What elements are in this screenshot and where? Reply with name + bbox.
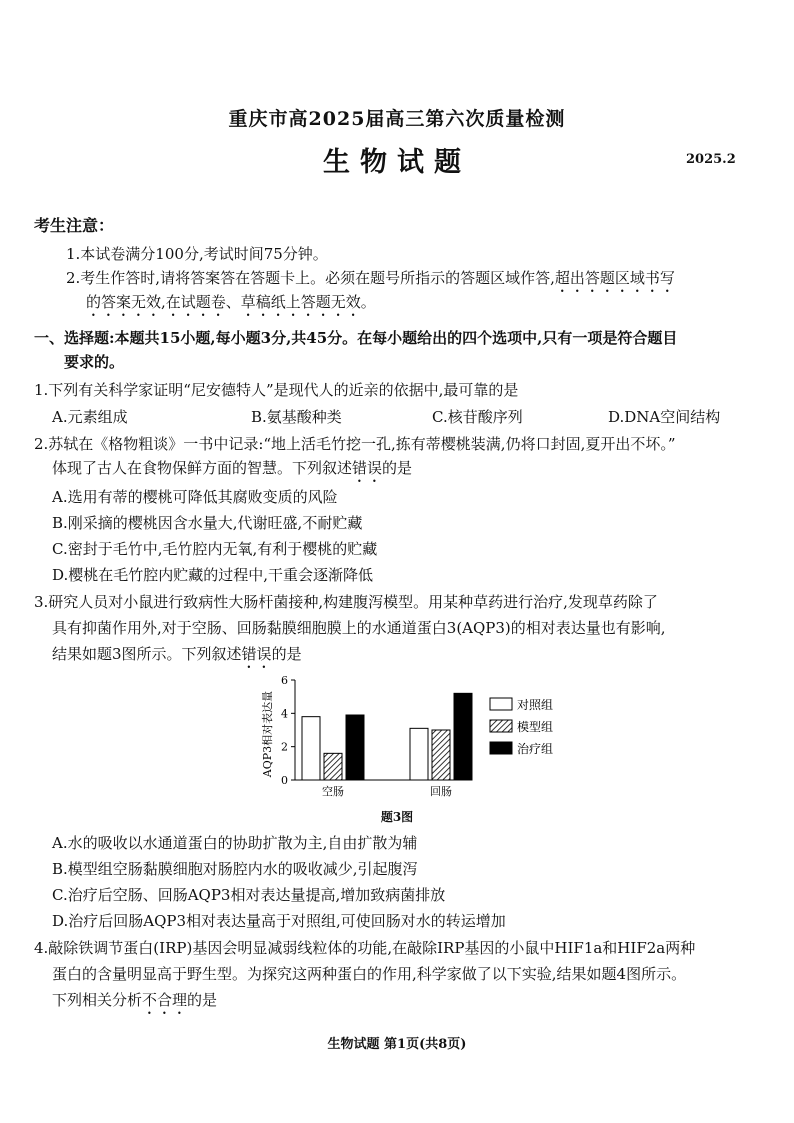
bar-jejunum-hatched — [324, 753, 342, 780]
notice-item-1: 1.本试卷满分100分,考试时间75分钟。 — [66, 245, 328, 263]
legend-swatch-black — [490, 742, 512, 754]
bar-ileum-black — [454, 693, 472, 780]
legend-swatch-white — [490, 698, 512, 710]
q3-option-d: D.治疗后回肠AQP3相对表达量高于对照组,可使回肠对水的转运增加 — [52, 912, 506, 930]
exam-title: 重庆市高2025届高三第六次质量检测 — [228, 108, 566, 130]
q2-option-d: D.樱桃在毛竹腔内贮藏的过程中,干重会逐渐降低 — [52, 566, 374, 584]
legend-label: 模型组 — [517, 720, 554, 734]
notice-item-2-cont — [86, 292, 766, 320]
q3-stem-line2: 具有抑菌作用外,对于空肠、回肠黏膜细胞膜上的水通道蛋白3(AQP3)的相对表达量也有影响, — [52, 619, 666, 637]
legend-swatch-hatched — [490, 720, 512, 732]
chart-ytick-label: 0 — [281, 774, 288, 787]
q3-stem-end: 的是 — [271, 645, 302, 663]
bar-jejunum-white — [302, 717, 320, 780]
notice-item-2-text: 2.考生作答时,请将答案答在答题卡上。必须在题号所指示的答题区域作答, — [66, 269, 555, 287]
q4-stem-line3 — [52, 990, 766, 1018]
section1-heading: 一、选择题:本题共15小题,每小题3分,共45分。在每小题给出的四个选项中,只有一项是符合题目 — [34, 329, 678, 347]
legend-label: 治疗组 — [517, 742, 554, 756]
q3-emphasis: 错误 — [241, 645, 272, 663]
section1-heading-cont: 要求的。 — [64, 353, 125, 371]
q2-stem-line2 — [52, 458, 766, 486]
exam-date: 2025.2 — [686, 152, 736, 167]
q1-option-a: A.元素组成 — [52, 408, 128, 426]
legend-label: 对照组 — [517, 698, 554, 712]
q3-option-a: A.水的吸收以水通道蛋白的协助扩散为主,自由扩散为辅 — [52, 834, 418, 852]
q3-stem-line1: 3.研究人员对小鼠进行致病性大肠杆菌接种,构建腹泻模型。用某种草药进行治疗,发现草药除了 — [34, 593, 658, 611]
notice-heading: 考生注意： — [34, 216, 115, 235]
q1-option-d: D.DNA空间结构 — [608, 408, 721, 426]
q3-figure-caption: 题3图 — [380, 810, 414, 824]
chart-ylabel: AQP3相对表达量 — [261, 690, 274, 778]
chart-xtick-label: 回肠 — [430, 785, 452, 798]
q2-emphasis: 错误 — [352, 459, 383, 477]
q3-option-c: C.治疗后空肠、回肠AQP3相对表达量提高,增加致病菌排放 — [52, 886, 446, 904]
q3-chart-svg — [258, 670, 578, 805]
bar-ileum-hatched — [432, 730, 450, 780]
chart-ytick-label: 4 — [281, 707, 288, 721]
q2-option-a: A.选用有蒂的樱桃可降低其腐败变质的风险 — [52, 488, 338, 506]
chart-xtick-label: 空肠 — [322, 785, 344, 798]
notice-item-2-emphasis-cont: 的答案无效,在试题卷、草稿纸上答题无效。 — [86, 293, 376, 311]
q4-stem-line1: 4.敲除铁调节蛋白(IRP)基因会明显减弱线粒体的功能,在敲除IRP基因的小鼠中HIF1a和HIF2a两种 — [34, 939, 696, 957]
q3-chart — [258, 670, 578, 805]
q3-stem-line3 — [52, 644, 766, 672]
chart-ytick-label: 6 — [281, 674, 288, 687]
bar-jejunum-black — [346, 715, 364, 780]
notice-item-2-emphasis: 超出答题区域书写 — [554, 269, 675, 287]
q1-option-b: B.氨基酸种类 — [251, 408, 342, 426]
q4-emphasis: 不合理 — [142, 991, 188, 1009]
q2-stem-end: 的是 — [382, 459, 413, 477]
q2-stem-line1: 2.苏轼在《格物粗谈》一书中记录:“地上活毛竹挖一孔,拣有蒂樱桃装满,仍将口封固,夏开出不坏。” — [34, 435, 676, 453]
q2-stem-text: 体现了古人在食物保鲜方面的智慧。下列叙述 — [52, 459, 353, 477]
q1-option-c: C.核苷酸序列 — [432, 408, 523, 426]
q2-option-c: C.密封于毛竹中,毛竹腔内无氧,有利于樱桃的贮藏 — [52, 540, 378, 558]
q3-option-b: B.模型组空肠黏膜细胞对肠腔内水的吸收减少,引起腹泻 — [52, 860, 418, 878]
q3-stem-text: 结果如题3图所示。下列叙述 — [52, 645, 242, 663]
q4-stem-text: 下列相关分析 — [52, 991, 143, 1009]
subject-title: 生物试题 — [323, 147, 471, 178]
q1-stem: 1.下列有关科学家证明“尼安德特人”是现代人的近亲的依据中,最可靠的是 — [34, 381, 519, 399]
bar-ileum-white — [410, 728, 428, 780]
q2-option-b: B.刚采摘的樱桃因含水量大,代谢旺盛,不耐贮藏 — [52, 514, 363, 532]
page-footer: 生物试题 第1页(共8页) — [327, 1037, 467, 1052]
q4-stem-end: 的是 — [187, 991, 218, 1009]
chart-ytick-label: 2 — [281, 740, 288, 754]
q4-stem-line2: 蛋白的含量明显高于野生型。为探究这两种蛋白的作用,科学家做了以下实验,结果如题4图所示。 — [52, 965, 687, 983]
